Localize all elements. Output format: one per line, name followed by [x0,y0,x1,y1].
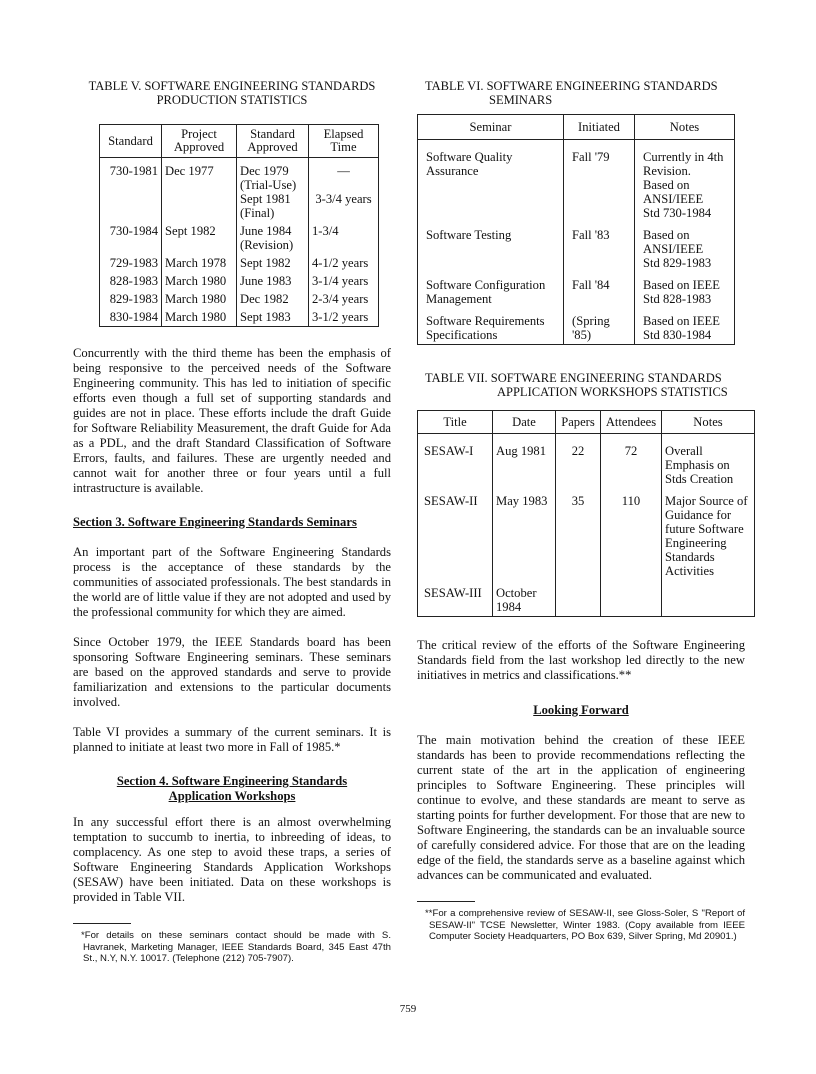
table5-header-approved: Standard Approved [237,125,309,158]
elapsed-time-cell [309,290,379,308]
initiated-cell [564,308,635,345]
title-cell: SESAW-III [418,580,493,617]
paragraph: The critical review of the efforts of the Software Engineering Standards field from the last workshop led directly to the new initiatives in metrics and classifications.** [417,638,745,682]
notes-cell-line: Std 828-1983 [643,292,712,306]
notes-cell [635,308,735,345]
project-approved-cell: March 1980 [162,290,237,308]
standard-approved-cell-line: (Trial-Use) [240,178,297,192]
table-row [418,580,755,617]
table-row [100,272,379,290]
date-cell-line: 1984 [496,600,522,614]
standard-approved-cell-line: Dec 1982 [240,292,289,306]
right-column [417,79,748,943]
notes-cell-line: Std 730-1984 [643,206,712,220]
notes-cell-line: Based on [643,228,690,242]
seminar-cell-line: Assurance [426,164,479,178]
notes-cell [635,140,735,223]
page-number: 759 [399,1003,417,1015]
project-approved-cell: March 1978 [162,254,237,272]
notes-cell [662,580,755,617]
standard-approved-cell-line: June 1983 [240,274,292,288]
elapsed-time-cell-line: 3-3/4 years [315,192,372,206]
standard-approved-cell-line: Sept 1983 [240,310,291,324]
elapsed-time-cell-line [312,178,375,192]
standard-approved-cell [237,158,309,223]
date-cell [493,580,556,617]
standard-approved-cell-line: Sept 1981 [240,192,291,206]
table-row [100,290,379,308]
paragraph: The main motivation behind the creation of these IEEE standards has been to provide recommendations reflecting the current state of the art in the application of engineering principles to Software Engineering. These principles will continue to evolve, and these standards are meant to serve as starting points for further development. For those that are new to Software Engineering, the standards can be an invaluable source of carefully considered advice. For those that are on the leading edge of the field, the standards serve as a baseline against which advances can be communicated and evaluated. [417,733,745,882]
seminar-cell [418,222,564,272]
seminar-cell-line: Software Testing [426,228,512,242]
notes-cell [635,272,735,308]
standard-approved-cell [237,308,309,327]
initiated-cell-line: Fall '84 [572,278,610,292]
seminar-cell-line: Specifications [426,328,498,342]
notes-cell-line: Activities [665,564,714,578]
initiated-cell [564,140,635,223]
seminar-cell-line: Software Requirements [426,314,545,328]
elapsed-time-cell [309,158,379,223]
notes-cell-line: ANSI/IEEE [643,192,704,206]
attendees-cell: 72 [601,434,662,489]
notes-cell-line: Major Source of [665,494,748,508]
table6-header-initiated: Initiated [564,115,635,140]
left-column [73,79,391,965]
elapsed-time-cell [309,308,379,327]
table5-caption: TABLE V. SOFTWARE ENGINEERING STANDARDS PRODUCTION STATISTICS [88,79,376,107]
date-cell [493,488,556,580]
initiated-cell-line: Fall '83 [572,228,610,242]
table-row [418,272,735,308]
notes-cell-line: Revision. [643,164,691,178]
notes-cell [635,222,735,272]
initiated-cell [564,272,635,308]
standard-cell: 830-1984 [100,308,162,327]
table-row [418,488,755,580]
notes-cell-line: Based on IEEE [643,278,720,292]
table7-caption: TABLE VII. SOFTWARE ENGINEERING STANDARDS APPLICATION WORKSHOPS STATISTICS [425,371,728,399]
standard-approved-cell [237,254,309,272]
footnote-rule [417,901,475,902]
elapsed-time-cell [309,222,379,254]
standard-approved-cell-line: Sept 1982 [240,256,291,270]
notes-cell [662,434,755,489]
title-cell: SESAW-I [418,434,493,489]
title-cell: SESAW-II [418,488,493,580]
looking-forward-heading: Looking Forward [533,703,629,717]
standard-cell: 829-1983 [100,290,162,308]
project-approved-cell: March 1980 [162,272,237,290]
notes-cell-line: ANSI/IEEE [643,242,704,256]
notes-cell-line: Standards [665,550,715,564]
standard-cell: 828-1983 [100,272,162,290]
seminar-cell [418,272,564,308]
date-cell [493,434,556,489]
table6-body [418,140,735,345]
seminar-cell-line: Software Configuration [426,278,546,292]
table5-body [100,158,379,327]
elapsed-time-cell-line: 4-1/2 years [312,256,369,270]
notes-cell-line: Emphasis on [665,458,730,472]
elapsed-time-cell-line: — [337,164,350,178]
footnote: *For details on these seminars contact should be made with S. Havranek, Marketing Manager, IEEE Standards Board, 345 East 47th St., N.Y, N.Y. 10017. (Telephone (212) 705-7907). [81,930,391,965]
table6 [417,114,735,345]
section3-heading: Section 3. Software Engineering Standards Seminars [73,515,357,529]
standard-cell: 730-1984 [100,222,162,254]
standard-cell: 729-1983 [100,254,162,272]
table6-header-seminar: Seminar [418,115,564,140]
project-approved-cell: Sept 1982 [162,222,237,254]
elapsed-time-cell-line: 2-3/4 years [312,292,369,306]
table5-header-standard: Standard [100,125,162,158]
table6-header-notes: Notes [635,115,735,140]
notes-cell-line: future Software [665,522,744,536]
notes-cell-line: Based on [643,178,690,192]
project-approved-cell: March 1980 [162,308,237,327]
standard-approved-cell [237,222,309,254]
table7 [417,410,755,617]
table5-header-project: Project Approved [162,125,237,158]
table-row [100,222,379,254]
standard-cell: 730-1981 [100,158,162,223]
footnote: **For a comprehensive review of SESAW-II, see Gloss-Soler, S "Report of SESAW-II" TCSE Newsletter, Winter 1983. (Copy available from IEEE Computer Society Headquarters, PO Box 639, Silver Spring, Md 20901.) [425,908,745,943]
table6-caption: TABLE VI. SOFTWARE ENGINEERING STANDARDS SEMINARS [425,79,718,107]
attendees-cell: 110 [601,488,662,580]
attendees-cell [601,580,662,617]
table-row [418,308,735,345]
papers-cell: 22 [556,434,601,489]
section4-heading: Section 4. Software Engineering Standards Application Workshops [116,774,348,803]
elapsed-time-cell-line: 3-1/4 years [312,274,369,288]
table-row [418,140,735,223]
footnote-rule [73,923,131,924]
table-row [100,158,379,223]
elapsed-time-cell [309,254,379,272]
paragraph: Since October 1979, the IEEE Standards board has been sponsoring Software Engineering seminars. These seminars are based on the approved standards and serve to provide familiarization and extensions to the particular documents involved. [73,635,391,709]
table5-header-elapsed: Elapsed Time [309,125,379,158]
elapsed-time-cell [309,272,379,290]
table7-header-notes: Notes [662,411,755,434]
seminar-cell-line: Management [426,292,492,306]
notes-cell-line: Std 829-1983 [643,256,712,270]
paragraph: In any successful effort there is an almost overwhelming temptation to succumb to inertia, to inbreeding of ideas, to complacency. As one step to avoid these traps, a series of Software Engineering Standards Application Workshops (SESAW) have been initiated. Data on these workshops is provided in Table VII. [73,815,391,904]
table-row [418,222,735,272]
paragraph: Concurrently with the third theme has been the emphasis of being responsive to the perceived needs of the Software Engineering community. This has led to initiation of specific efforts even though a full set of supporting standards and guides are not in place. These efforts include the draft Guide for Software Reliability Measurement, the draft Guide for Ada as a PDL, and the draft Standard Classification of Software Errors, faults, and failures. These are urgently needed and cannot wait for another three or four years until a full intrastructure is available. [73,346,391,495]
initiated-cell-line: (Spring [572,314,610,328]
notes-cell-line: Based on IEEE [643,314,720,328]
date-cell-line: May 1983 [496,494,548,508]
seminar-cell-line: Software Quality [426,150,513,164]
project-approved-cell: Dec 1977 [162,158,237,223]
table-row [100,254,379,272]
table-row [100,308,379,327]
initiated-cell [564,222,635,272]
table7-header-date: Date [493,411,556,434]
notes-cell-line: Currently in 4th [643,150,724,164]
standard-approved-cell-line: June 1984 [240,224,292,238]
seminar-cell [418,140,564,223]
notes-cell-line: Overall [665,444,703,458]
initiated-cell-line: Fall '79 [572,150,610,164]
standard-approved-cell-line: (Revision) [240,238,294,252]
initiated-cell-line: '85) [572,328,592,342]
elapsed-time-cell-line: 3-1/2 years [312,310,369,324]
notes-cell-line: Std 830-1984 [643,328,712,342]
seminar-cell [418,308,564,345]
paragraph: Table VI provides a summary of the current seminars. It is planned to initiate at least two more in Fall of 1985.* [73,725,391,754]
standard-approved-cell [237,272,309,290]
standard-approved-cell-line: Dec 1979 [240,164,289,178]
notes-cell [662,488,755,580]
table7-body [418,434,755,617]
elapsed-time-cell-line: 1-3/4 [312,224,339,238]
table7-header-title: Title [418,411,493,434]
table7-header-attendees: Attendees [601,411,662,434]
date-cell-line: October [496,586,537,600]
papers-cell: 35 [556,488,601,580]
notes-cell-line: Guidance for [665,508,732,522]
table-row [418,434,755,489]
table7-header-papers: Papers [556,411,601,434]
table5 [99,124,379,327]
notes-cell-line: Engineering [665,536,727,550]
papers-cell [556,580,601,617]
standard-approved-cell-line: (Final) [240,206,275,220]
date-cell-line: Aug 1981 [496,444,547,458]
paragraph: An important part of the Software Engineering Standards process is the acceptance of these standards by the communities of associated professionals. The best standards in the world are of little value if they are not adopted and used by the professional community for which they are aimed. [73,545,391,619]
notes-cell-line: Stds Creation [665,472,734,486]
standard-approved-cell [237,290,309,308]
